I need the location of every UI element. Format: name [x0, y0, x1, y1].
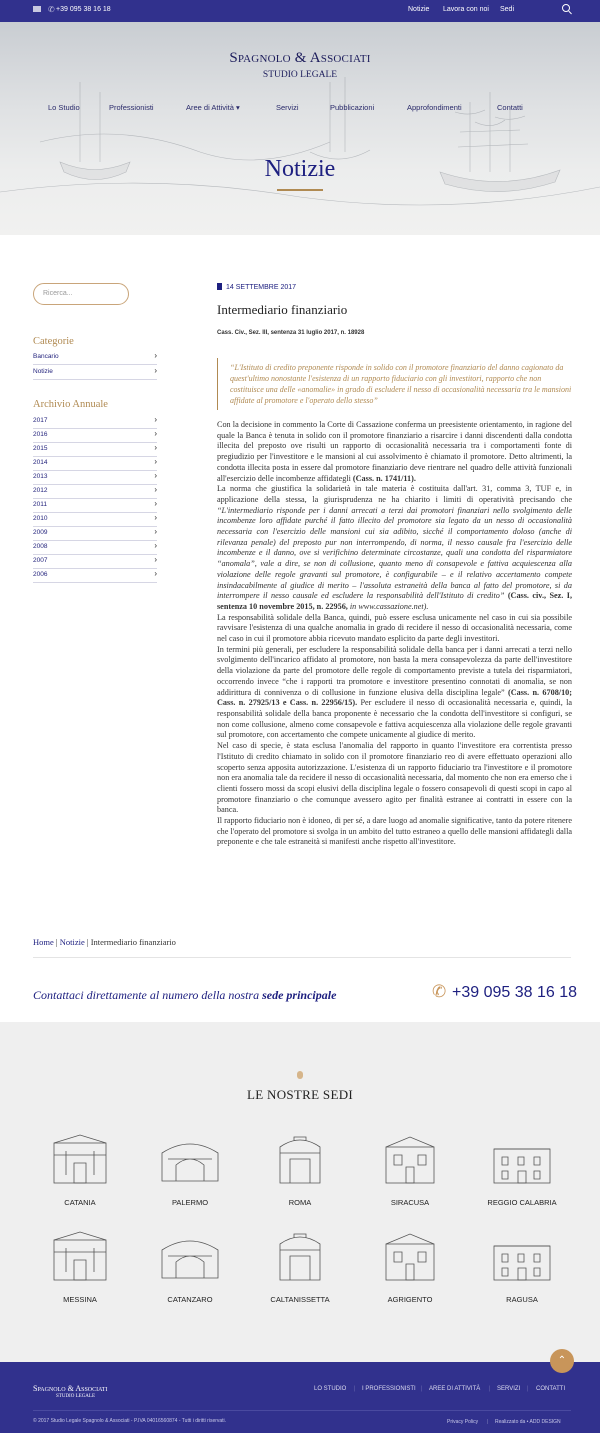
office-name: RAGUSA [506, 1295, 538, 1304]
office-name: AGRIGENTO [387, 1295, 433, 1304]
office-building-illustration [378, 1230, 442, 1284]
categories-heading: Categorie [33, 336, 74, 347]
chevron-right-icon: › [154, 443, 157, 452]
office-ragusa[interactable] [482, 1230, 562, 1304]
sidebar-year-2008[interactable] [33, 541, 157, 555]
office-messina[interactable] [40, 1230, 120, 1304]
top-bar [0, 0, 600, 22]
footer-nav-aree[interactable]: AREE DI ATTIVITÀ [429, 1386, 481, 1392]
chevron-right-icon: › [154, 415, 157, 424]
year-label: 2011 [33, 501, 47, 508]
article-date: 14 SETTEMBRE 2017 [217, 283, 296, 291]
footer-logo[interactable]: Spagnolo & Associati [33, 1384, 108, 1393]
sidebar-year-2014[interactable] [33, 457, 157, 471]
chevron-right-icon: › [154, 513, 157, 522]
sidebar-year-2010[interactable] [33, 513, 157, 527]
nav-lo-studio[interactable]: Lo Studio [48, 103, 80, 112]
offices-title: LE NOSTRE SEDI [246, 1087, 354, 1102]
footer-logo-subtitle: STUDIO LEGALE [56, 1394, 96, 1399]
search-input[interactable]: Ricerca... [33, 283, 129, 305]
sidebar-year-2009[interactable] [33, 527, 157, 541]
chevron-right-icon: › [154, 429, 157, 438]
footer-nav-lo-studio[interactable]: LO STUDIO [314, 1386, 347, 1392]
topbar-phone[interactable]: +39 095 38 16 18 [56, 6, 111, 13]
article-reference: Cass. Civ., Sez. III, sentenza 31 luglio 2017, n. 18928 [217, 330, 365, 336]
search-icon[interactable] [562, 4, 570, 12]
nav-aree-attivita[interactable]: Aree di Attività ▾ [186, 103, 240, 112]
footer-nav-separator: | [421, 1386, 423, 1392]
chevron-right-icon: › [154, 351, 157, 360]
office-building-illustration [48, 1133, 112, 1187]
topbar-link-notizie[interactable]: Notizie [408, 6, 430, 13]
nav-contatti[interactable]: Contatti [497, 103, 523, 112]
article-title: Intermediario finanziario [217, 302, 348, 317]
year-label: 2008 [33, 543, 48, 550]
page-title: Notizie [264, 156, 336, 182]
office-name: CATANZARO [167, 1295, 213, 1304]
office-caltanissetta[interactable] [260, 1230, 340, 1304]
office-reggio-calabria[interactable] [482, 1133, 562, 1207]
office-building-illustration [268, 1230, 332, 1284]
article-quote: “L'Istituto di credito preponente risponde in solido con il promotore finanziario del danno cagionato da quest'ultimo nonostante l'esistenza di un rapporto fiduciario con gli investitori, rapporto che non costituisce una delle «anomalie» in grado di escludere il nesso di occasionalità necessaria tra le mansioni affidate al promotore e l'operato dello stesso” [217, 358, 572, 410]
logo-subtitle: STUDIO LEGALE [262, 70, 338, 80]
office-building-illustration [158, 1133, 222, 1187]
contact-callout: Contattaci direttamente al numero della nostra sede principale [33, 988, 337, 1002]
footer-nav-separator: | [354, 1386, 356, 1392]
footer-nav-servizi[interactable]: SERVIZI [497, 1386, 521, 1392]
privacy-link[interactable]: Privacy Policy [447, 1419, 479, 1425]
pin-icon [297, 1071, 303, 1079]
year-label: 2009 [33, 529, 48, 536]
nav-servizi[interactable]: Servizi [276, 103, 299, 112]
year-label: 2013 [33, 473, 48, 480]
chevron-right-icon: › [154, 541, 157, 550]
nav-professionisti[interactable]: Professionisti [109, 103, 154, 112]
chevron-right-icon: › [154, 485, 157, 494]
category-label: Bancario [33, 353, 59, 360]
office-building-illustration [490, 1230, 554, 1284]
main-phone-number[interactable]: +39 095 38 16 18 [452, 984, 578, 1001]
year-label: 2017 [33, 417, 48, 424]
phone-icon: ✆ [432, 982, 447, 1001]
year-label: 2010 [33, 515, 48, 522]
sidebar-year-2016[interactable] [33, 429, 157, 443]
office-palermo[interactable] [150, 1133, 230, 1207]
year-label: 2016 [33, 431, 48, 438]
article-body: Con la decisione in commento la Corte di Cassazione conferma un preesistente orientamento, in ragione del quale la Banca è tenuta in solido con il promotore finanziario a risarcire i danni discendenti dalla condotta illecita del preposto ove risulti un rapporto di occasionalità necessaria tra i comportamenti fonte di pregiudizio per l'investitore e le mansioni al cui assolvimento è chiamato il promotore. Detto altrimenti, la condotta illecita posta in essere dal promotore finanziario deve rientrare nel quadro delle attività funzionali all'esercizio delle incombenze affidategli (Cass. n. 1741/11). La norma che giustifica la solidarietà in tale materia è costituita dall'art. 31, comma 3, TUF e, in applicazione della stessa, la giurisprudenza ne ha chiarito i limiti di operatività precisando che “L'intermediario risponde per i danni arrecati a terzi dai promotori finanziari nello svolgimento delle incombenze loro affidate purché il fatto illecito del promotore sia legato da un nesso di occasionalità necessaria con l'esercizio delle mansioni cui sia adibito, sicché il comportamento doloso (anche di rilevanza penale) del preposto pur non interrompendo, di norma, il nesso causale fra l'esercizio delle incombenze e il danno, ove si verifichino determinate circostanze, quali una condotta del risparmiatore “anomala”, vale a dire, se non di collusione, quanto meno di consapevole e fattiva acquiescenza alla violazione delle regole gravanti sul promotore, è configurabile – e il relativo accertamento compete insindacabilmente al giudice di merito – l'assoluta estraneità della banca al fatto del promotore, si da interrompere il nesso causale ed escludere la responsabilità dell'Istituto di credito” (Cass. civ., Sez. I, sentenza 10 novembre 2015, n. 22956, in www.cassazione.net). La responsabilità solidale della Banca, quindi, può essere esclusa unicamente nel caso in cui sia possibile ravvisare l'esistenza di una qualche anomalia in grado di recidere il nesso di occasionalità necessaria, come nel caso in cui il promotore abbia ricevuto mandato esplicito da parte degli investitori. In termini più generali, per escludere la responsabilità solidale della banca per i danni arrecati a terzi nello svolgimento dell'incarico affidato al promotore, non basta la mera consapevolezza da parte dell'investitore della violazione da parte del promotore delle regole di comportamento previste a tutela dei risparmiatori, occorrendo invece “che i rapporti tra promotore e investitore presentino connotati di anomalia, se non addirittura di connivenza o di collusione in funzione elusiva della disciplina legale” (Cass. n. 6708/10; Cass. n. 27925/13 e Cass. n. 22956/15). Per escludere il nesso di occasionalità necessaria e, quindi, la responsabilità solidale della banca proponente è necessario che la condotta dell'investitore si configuri, se non come collusione, almeno come consapevole e fattiva acquiescenza alla violazione delle regole gravanti sul promotore, con accertamento che compete unicamente al giudice di merito. Nel caso di specie, è stata esclusa l'anomalia del rapporto in quanto l'investitore era correntista presso l'Istituto di credito chiamato in solido con il promotore finanziario reo di avere effettuato operazioni allo scoperto senza apposita autorizzazione. L'esistenza di un rapporto fiduciario tra l'investitore e il promotore non era anomalia tale da recidere il nesso di occasionalità necessaria, dal momento che non era emerso che i clienti fossero mossi da scopi elusivi della disciplina legale o fossero consapevoli di questi scopi in capo al promotore finanziario o che comunque avessero agito per finalità estranee ai contratti in essere con la banca. Il rapporto fiduciario non è idoneo, di per sé, a dare luogo ad anomalie significative, tanto da potere ritenere che l'operato del promotore si svolga in un ambito del tutto estraneo a quello delle mansioni affidategli dalla preponente e che tale estraneità si manifesti anche rispetto all'investitore. [217, 420, 573, 847]
breadcrumb-current: Intermediario finanziario [90, 937, 176, 947]
sidebar-category-bancario[interactable] [33, 351, 157, 365]
breadcrumb-notizie[interactable]: Notizie [59, 937, 85, 947]
nav-approfondimenti[interactable]: Approfondimenti [407, 103, 462, 112]
sidebar-year-2011[interactable] [33, 499, 157, 513]
envelope-icon[interactable] [33, 6, 41, 12]
logo-title[interactable]: Spagnolo & Associati [229, 50, 371, 66]
office-building-illustration [490, 1133, 554, 1187]
office-name: REGGIO CALABRIA [487, 1198, 557, 1207]
office-name: PALERMO [171, 1198, 209, 1207]
year-label: 2007 [33, 557, 48, 564]
nav-pubblicazioni[interactable]: Pubblicazioni [330, 103, 375, 112]
phone-icon: ✆ [48, 5, 55, 14]
office-siracusa[interactable] [370, 1133, 450, 1207]
bookmark-icon [217, 283, 222, 290]
office-building-illustration [378, 1133, 442, 1187]
breadcrumb-home[interactable]: Home [33, 937, 54, 947]
year-label: 2014 [33, 459, 48, 466]
scroll-to-top-button[interactable]: ⌃ [550, 1349, 574, 1373]
footer-nav-contatti[interactable]: CONTATTI [536, 1386, 566, 1392]
sidebar-year-2007[interactable] [33, 555, 157, 569]
office-agrigento[interactable] [370, 1230, 450, 1304]
chevron-right-icon: › [154, 499, 157, 508]
chevron-right-icon: › [154, 366, 157, 375]
office-building-illustration [48, 1230, 112, 1284]
copyright: © 2017 Studio Legale Spagnolo & Associati - P.IVA 04016560874 - Tutti i diritti riservati. [33, 1418, 227, 1424]
office-building-illustration [158, 1230, 222, 1284]
sidebar-year-2006[interactable] [33, 569, 157, 583]
office-name: ROMA [288, 1198, 312, 1207]
footer-separator: | [487, 1419, 489, 1425]
archive-heading: Archivio Annuale [33, 399, 108, 410]
office-building-illustration [268, 1133, 332, 1187]
topbar-link-lavora[interactable]: Lavora con noi [443, 6, 489, 13]
category-label: Notizie [33, 368, 53, 375]
year-label: 2015 [33, 445, 48, 452]
sidebar-year-2017[interactable] [33, 415, 157, 429]
sidebar-year-2013[interactable] [33, 471, 157, 485]
footer-nav-professionisti[interactable]: I PROFESSIONISTI [362, 1386, 416, 1392]
office-name: CATANIA [64, 1198, 96, 1207]
office-catania[interactable] [40, 1133, 120, 1207]
office-name: MESSINA [63, 1295, 97, 1304]
footer-nav-separator: | [527, 1386, 529, 1392]
footer-divider [33, 1410, 571, 1411]
office-catanzaro[interactable] [150, 1230, 230, 1304]
office-roma[interactable] [260, 1133, 340, 1207]
chevron-right-icon: › [154, 569, 157, 578]
chevron-right-icon: › [154, 555, 157, 564]
office-name: CALTANISSETTA [270, 1295, 330, 1304]
chevron-right-icon: › [154, 471, 157, 480]
hero-banner [0, 22, 600, 235]
topbar-link-sedi[interactable]: Sedi [500, 6, 515, 13]
title-divider [277, 189, 323, 191]
sidebar-category-notizie[interactable] [33, 366, 157, 380]
chevron-right-icon: › [154, 457, 157, 466]
credit-link[interactable]: Realizzato da • ADD DESIGN [495, 1419, 561, 1425]
sidebar-year-2015[interactable] [33, 443, 157, 457]
breadcrumb: Home | Notizie | Intermediario finanziario [33, 937, 176, 947]
office-name: SIRACUSA [390, 1198, 430, 1207]
sidebar-year-2012[interactable] [33, 485, 157, 499]
divider [33, 957, 571, 958]
year-label: 2006 [33, 571, 48, 578]
chevron-right-icon: › [154, 527, 157, 536]
footer-nav-separator: | [489, 1386, 491, 1392]
year-label: 2012 [33, 487, 48, 494]
